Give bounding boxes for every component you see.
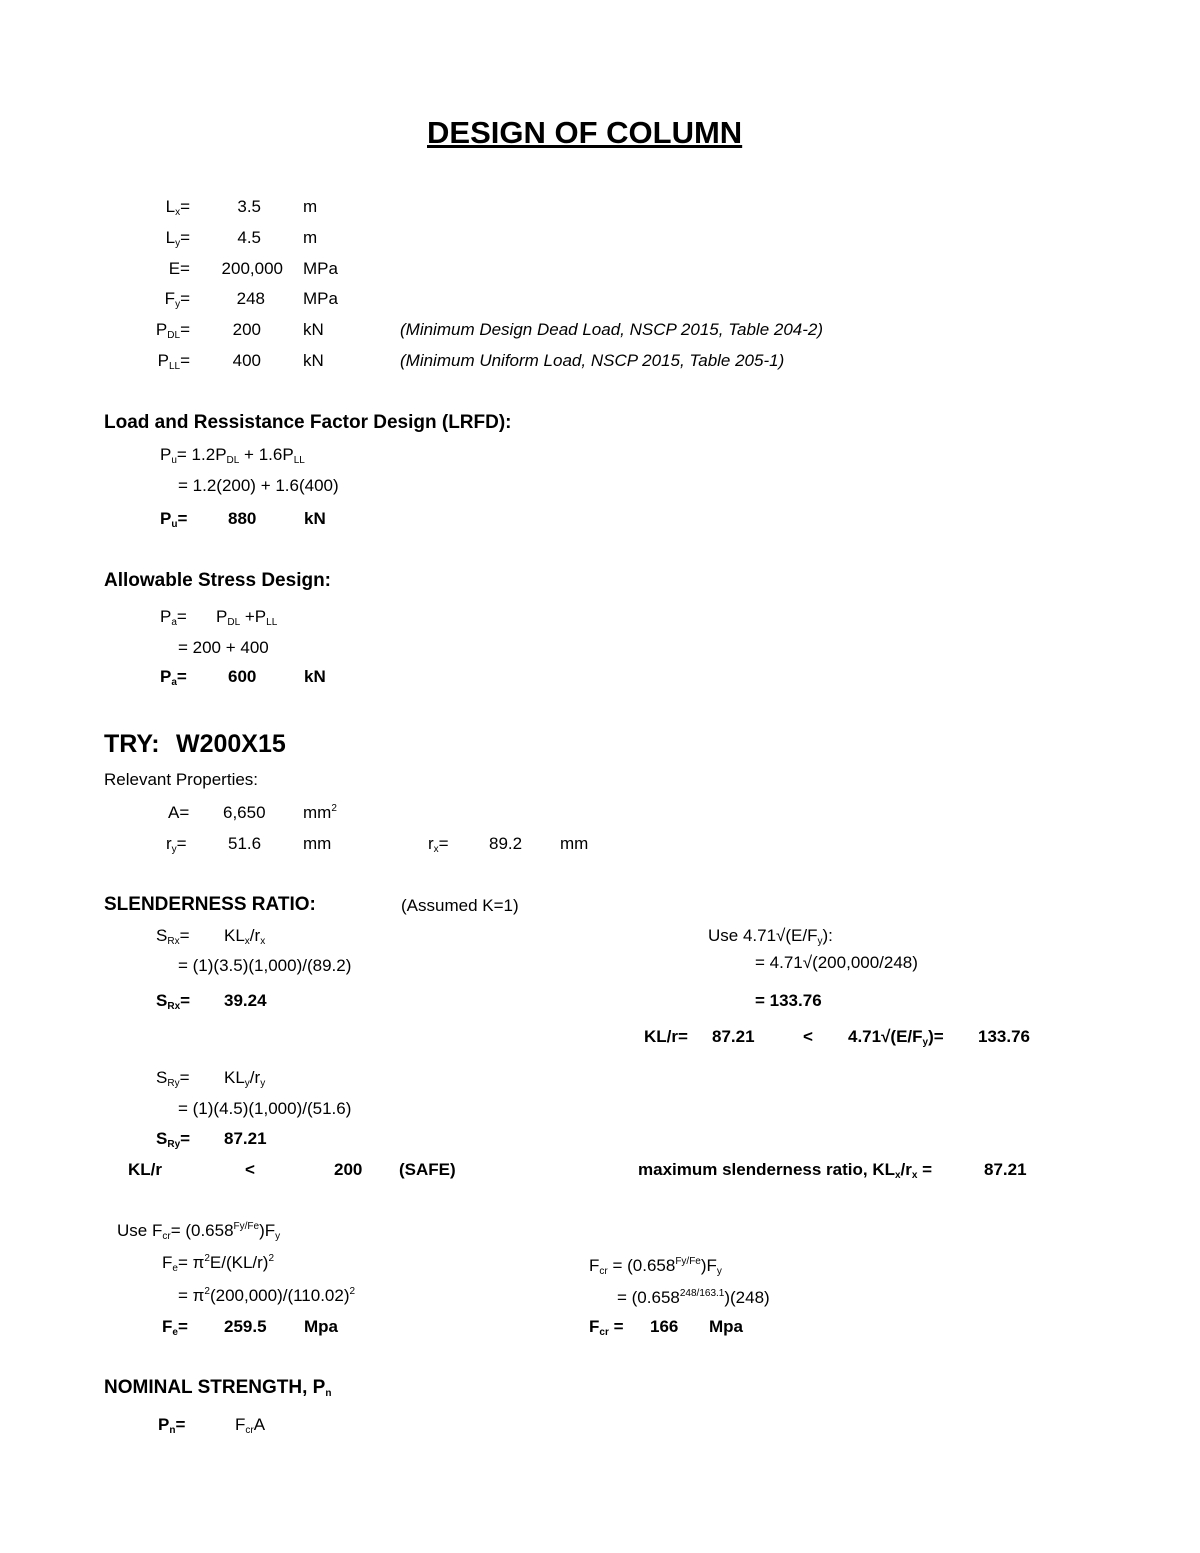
- asd-result-label: $P_a=$: [160, 667, 187, 688]
- compare-value: 87.21: [712, 1027, 755, 1046]
- ry-value: 51.6: [228, 834, 262, 853]
- lrfd-heading: Load and Ressistance Factor Design (LRFD):: [104, 412, 512, 433]
- fcr-result-label: $F_{cr}$ =: [589, 1317, 624, 1338]
- nominal-heading: NOMINAL STRENGTH, $P_n$: [104, 1377, 332, 1399]
- pdl-label: $P_{DL}=$: [155, 320, 190, 341]
- e-label: E=: [168, 259, 190, 278]
- compare-operator: <: [803, 1027, 813, 1046]
- area-label: A=: [168, 803, 190, 822]
- asd-substitution: = 200 + 400: [178, 638, 269, 657]
- ry-label: $r_y=$: [166, 834, 187, 855]
- rx-unit: mm: [560, 834, 589, 853]
- fe-result-unit: Mpa: [304, 1317, 338, 1336]
- pll-value: 400: [232, 351, 261, 370]
- asd-result-unit: kN: [304, 667, 326, 686]
- rx-label: $r_x=$: [428, 834, 449, 855]
- compare-limit-label: $4.71√(E/F_y)=$: [848, 1027, 944, 1048]
- srx-result-label: $S_{Rx}=$: [156, 991, 191, 1012]
- check-operator: <: [245, 1160, 255, 1179]
- properties-label: Relevant Properties:: [104, 770, 259, 789]
- lrfd-substitution: = 1.2(200) + 1.6(400): [178, 476, 339, 495]
- fy-unit: MPa: [303, 289, 338, 308]
- lx-label: $L_x=$: [165, 197, 190, 218]
- fcr-substitution: = $(0.658^{248/163.1})(248)$: [617, 1288, 770, 1307]
- lrfd-result-label: $P_u=$: [160, 509, 188, 530]
- lx-value: 3.5: [237, 197, 261, 216]
- pn-label: $P_n=$: [158, 1415, 186, 1436]
- pn-formula: $F_{cr}A$: [235, 1415, 266, 1436]
- srx-result-value: 39.24: [224, 991, 267, 1010]
- slenderness-heading: SLENDERNESS RATIO:: [104, 894, 316, 915]
- pll-unit: kN: [303, 351, 324, 370]
- max-slenderness-value: 87.21: [984, 1160, 1027, 1179]
- lrfd-result-value: 880: [228, 509, 257, 528]
- pll-label: $P_{LL}=$: [157, 351, 190, 372]
- area-value: 6,650: [223, 803, 266, 822]
- e-value: 200,000: [221, 259, 283, 278]
- ly-label: $L_y=$: [165, 228, 190, 249]
- check-status: (SAFE): [399, 1160, 456, 1179]
- srx-substitution: = (1)(3.5)(1,000)/(89.2): [178, 956, 352, 975]
- trial-label: TRY:: [104, 730, 160, 758]
- limit-result: = 133.76: [755, 991, 822, 1010]
- lx-unit: m: [303, 197, 318, 216]
- asd-result-value: 600: [228, 667, 257, 686]
- lrfd-result-unit: kN: [304, 509, 326, 528]
- fy-label: $F_y=$: [164, 289, 190, 310]
- fcr-result-value: 166: [650, 1317, 679, 1336]
- srx-formula: $KL_x/r_x$: [224, 926, 266, 947]
- trial-section-name: W200X15: [176, 730, 286, 758]
- fe-result-label: $F_e=$: [162, 1317, 188, 1338]
- fcr-formula: $F_{cr} = (0.658^{Fy/Fe})F_y$: [589, 1256, 722, 1277]
- ly-unit: m: [303, 228, 318, 247]
- limit-substitution: = 4.71√(200,000/248): [755, 953, 918, 972]
- sry-result-label: $S_{Ry}=$: [156, 1129, 191, 1150]
- fe-formula: $F_e= \pi^2E/(KL/r)^2$: [162, 1253, 275, 1274]
- ry-unit: mm: [303, 834, 332, 853]
- sry-result-value: 87.21: [224, 1129, 267, 1148]
- fcr-use-formula: Use $F_{cr}= (0.658^{Fy/Fe})F_y$: [117, 1221, 281, 1242]
- pdl-unit: kN: [303, 320, 324, 339]
- page-title: DESIGN OF COLUMN: [427, 115, 743, 150]
- max-slenderness-label: maximum slenderness ratio, $KL_x/r_x$ =: [638, 1160, 933, 1181]
- pdl-note: (Minimum Design Dead Load, NSCP 2015, Table 204-2): [400, 320, 824, 339]
- fcr-result-unit: Mpa: [709, 1317, 743, 1336]
- asd-heading: Allowable Stress Design:: [104, 570, 332, 591]
- pll-note: (Minimum Uniform Load, NSCP 2015, Table 205-1): [400, 351, 785, 370]
- fe-result-value: 259.5: [224, 1317, 267, 1336]
- pdl-value: 200: [232, 320, 261, 339]
- asd-formula: $P_a=$: [160, 607, 187, 628]
- check-label: KL/r: [128, 1160, 162, 1179]
- compare-label: KL/r=: [644, 1027, 688, 1046]
- assumed-k: (Assumed K=1): [401, 896, 519, 915]
- area-unit: $mm^2$: [303, 803, 337, 822]
- limit-formula: Use $4.71√(E/F_y)$:: [708, 926, 833, 947]
- asd-formula-rhs: $P_{DL} +P_{LL}$: [216, 607, 278, 628]
- check-limit: 200: [334, 1160, 363, 1179]
- fy-value: 248: [236, 289, 265, 308]
- rx-value: 89.2: [489, 834, 523, 853]
- fe-substitution: = $\pi^2(200,000)/(110.02)^2$: [178, 1286, 356, 1305]
- lrfd-formula: $P_u= 1.2P_{DL} + 1.6P_{LL}$: [160, 445, 305, 466]
- sry-substitution: = (1)(4.5)(1,000)/(51.6): [178, 1099, 352, 1118]
- sry-label: $S_{Ry}=$: [156, 1068, 190, 1089]
- sry-formula: $KL_y/r_y$: [224, 1068, 266, 1089]
- ly-value: 4.5: [237, 228, 261, 247]
- e-unit: MPa: [303, 259, 338, 278]
- compare-limit-value: 133.76: [978, 1027, 1030, 1046]
- srx-label: $S_{Rx}=$: [156, 926, 190, 947]
